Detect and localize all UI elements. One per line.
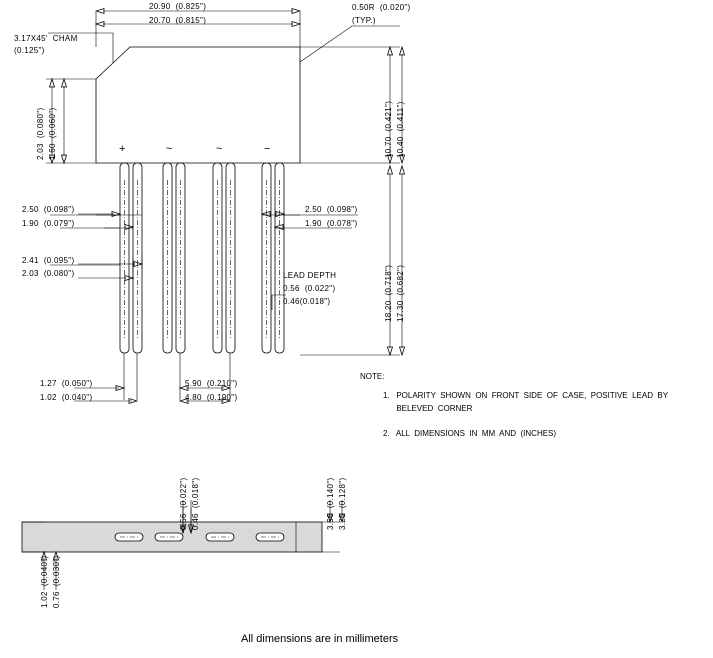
dim-pitch-right-max: 5.90 (0.210") [185, 379, 238, 388]
dim-depth-max: 3.56 (0.140") [326, 477, 335, 530]
dim-lead-right-a-min: 1.90 (0.078") [305, 219, 358, 228]
dim-body-width-max: 20.90 (0.825") [149, 2, 207, 11]
dim-height-min: 10.40 (0.411") [396, 101, 405, 158]
dim-thickness-min: 0.46 (0.018") [191, 477, 200, 530]
dim-lead-thickness-max: 1.02 (0.040") [40, 555, 49, 608]
note-item-1: 1. POLARITY SHOWN ON FRONT SIDE OF CASE, POSITIVE LEAD BY [383, 391, 669, 400]
dim-corner-radius: 0.50R (0.020") [352, 3, 411, 12]
dim-chamfer: 3.17X45' CHAM [14, 34, 78, 43]
dim-left-min: 1.60 (0.060") [48, 107, 57, 160]
dim-depth-min: 3.25 (0.128") [338, 477, 347, 530]
dim-lead-left-b-max: 2.41 (0.095") [22, 256, 75, 265]
note-title: NOTE: [360, 372, 385, 381]
dim-lead-left-a-max: 2.50 (0.098") [22, 205, 75, 214]
pin-marking-positive: + [119, 143, 126, 155]
dim-lead-right-a-max: 2.50 (0.098") [305, 205, 358, 214]
dim-lead-thickness-min: 0.76 (0.030") [52, 555, 61, 608]
dim-lead-depth-max: 0.56 (0.022") [283, 284, 336, 293]
dim-chamfer-inch: (0.125") [14, 46, 45, 55]
pin-marking-ac1: ~ [166, 143, 173, 155]
dim-pitch-left-min: 1.02 (0.040") [40, 393, 93, 402]
dim-thickness-max: 0.56 (0.022") [179, 477, 188, 530]
dim-height-max: 10.70 (0.421") [384, 100, 393, 158]
dim-left-max: 2.03 (0.080") [36, 107, 45, 160]
dim-pitch-right-min: 4.80 (0.190") [185, 393, 238, 402]
note-item-2: 2. ALL DIMENSIONS IN MM AND (INCHES) [383, 429, 557, 438]
dim-total-height-min: 17.30 (0.682") [396, 264, 405, 322]
dim-corner-radius-typ: (TYP.) [352, 16, 376, 25]
dim-lead-left-a-min: 1.90 (0.079") [22, 219, 75, 228]
lead-depth-title: LEAD DEPTH [283, 271, 337, 280]
dim-lead-left-b-min: 2.03 (0.080") [22, 269, 75, 278]
radius-leader [300, 26, 400, 62]
dim-total-height-max: 18.20 (0.718") [384, 264, 393, 322]
pin-marking-negative: − [264, 143, 271, 155]
dim-body-width-min: 20.70 (0.815") [149, 16, 207, 25]
dim-pitch-left-max: 1.27 (0.050") [40, 379, 93, 388]
note-item-1-cont: BELEVED CORNER [383, 404, 473, 413]
dim-lead-depth-min: 0.46(0.018") [283, 297, 331, 306]
pin-marking-ac2: ~ [216, 143, 223, 155]
figure-caption: All dimensions are in millimeters [241, 633, 399, 645]
